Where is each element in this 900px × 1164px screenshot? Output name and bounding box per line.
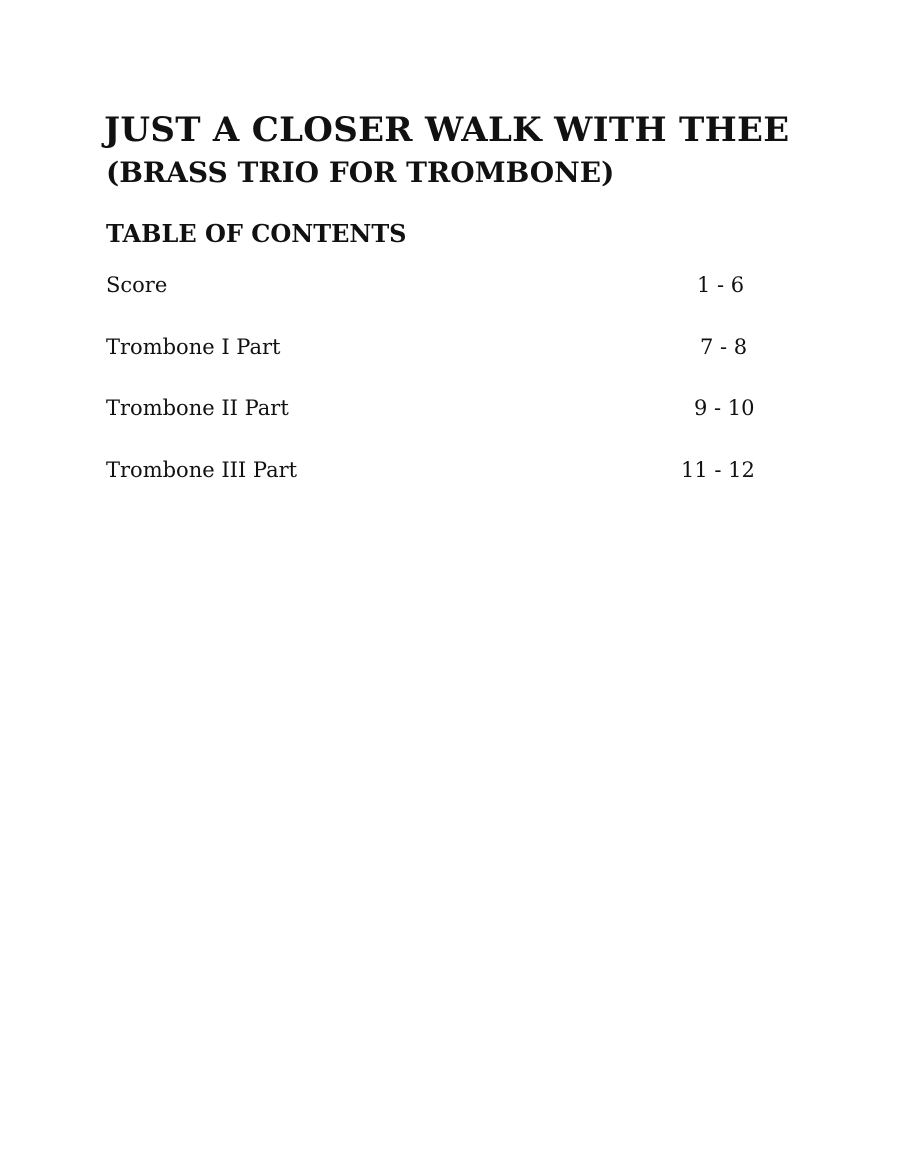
page-title: JUST A CLOSER WALK WITH THEE: [104, 110, 790, 150]
toc-entry-label: Trombone II Part: [106, 396, 289, 420]
toc-entry-pages: 9 - 10: [694, 396, 755, 420]
toc-heading: TABLE OF CONTENTS: [106, 219, 407, 248]
toc-entry-trombone-2: [106, 396, 766, 426]
toc-entry-pages: 1 - 6: [697, 273, 745, 297]
page-subtitle: (BRASS TRIO FOR TROMBONE): [106, 156, 615, 189]
toc-entry-trombone-3: [106, 458, 766, 488]
toc-entry-label: Score: [106, 273, 168, 297]
toc-entry-pages: 7 - 8: [700, 335, 748, 359]
toc-entry-pages: 11 - 12: [681, 458, 755, 482]
toc-entry-label: Trombone III Part: [106, 458, 298, 482]
toc-entry-score: [106, 273, 766, 303]
toc-entry-trombone-1: [106, 335, 766, 365]
toc-entry-label: Trombone I Part: [106, 335, 281, 359]
